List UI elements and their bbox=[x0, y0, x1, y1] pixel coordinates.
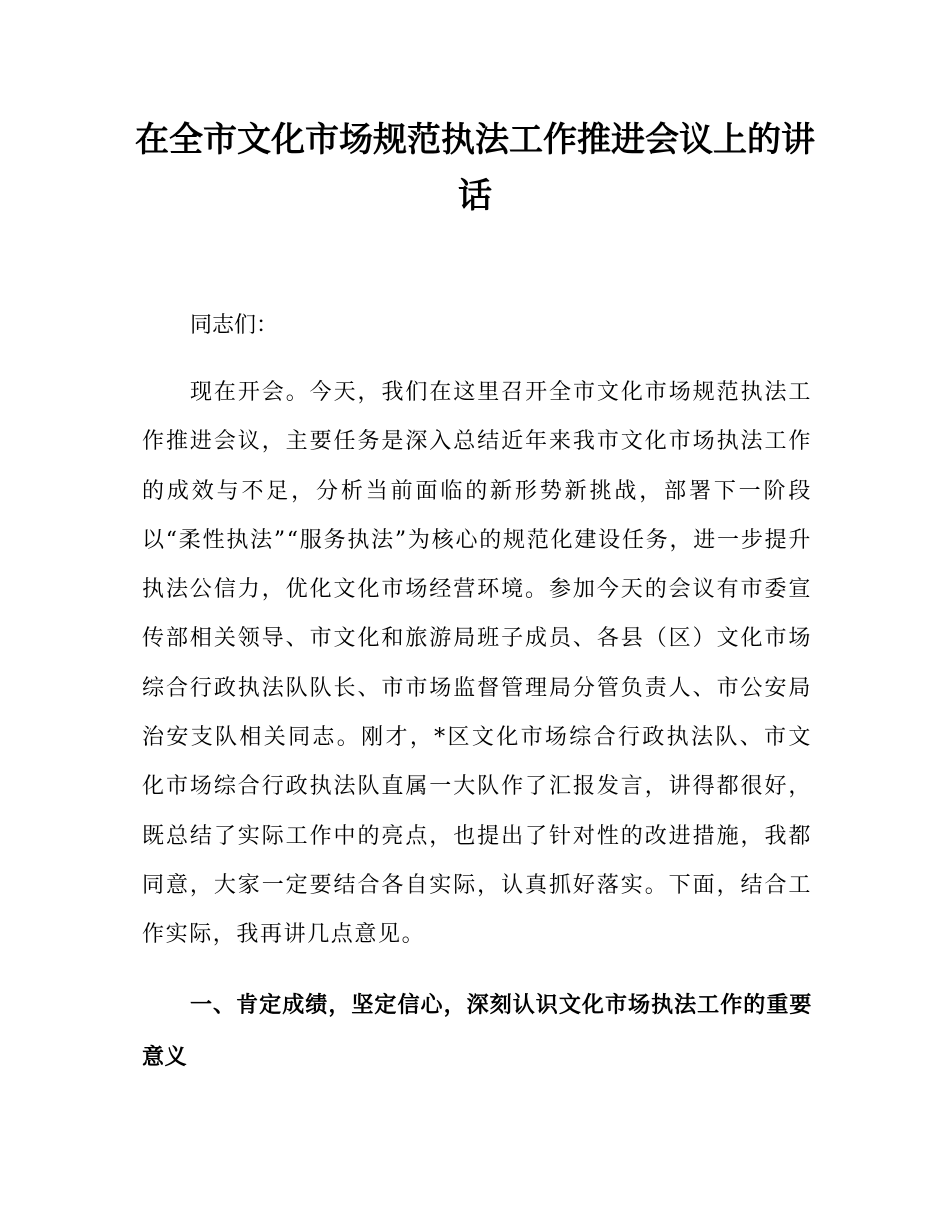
body-paragraph: 现在开会。今天，我们在这里召开全市文化市场规范执法工作推进会议，主要任务是深入总结近年来我市文化市场执法工作的成效与不足，分析当前面临的新形势新挑战，部署下一阶段以“柔性执法”“服务执法”为核心的规范化建设任务，进一步提升执法公信力，优化文化市场经营环境。参加今天的会议有市委宣传部相关领导、市文化和旅游局班子成员、各县（区）文化市场综合行政执法队队长、市市场监督管理局分管负责人、市公安局治安支队相关同志。刚才，*区文化市场综合行政执法队、市文化市场综合行政执法队直属一大队作了汇报发言，讲得都很好，既总结了实际工作中的亮点，也提出了针对性的改进措施，我都同意，大家一定要结合各自实际，认真抓好落实。下面，结合工作实际，我再讲几点意见。 bbox=[142, 380, 812, 948]
salutation: 同志们： bbox=[190, 313, 279, 338]
section-heading: 一、肯定成绩，坚定信心，深刻认识文化市场执法工作的重要意义 bbox=[142, 993, 812, 1070]
document-title: 在全市文化市场规范执法工作推进会议上的讲话 bbox=[135, 120, 815, 216]
